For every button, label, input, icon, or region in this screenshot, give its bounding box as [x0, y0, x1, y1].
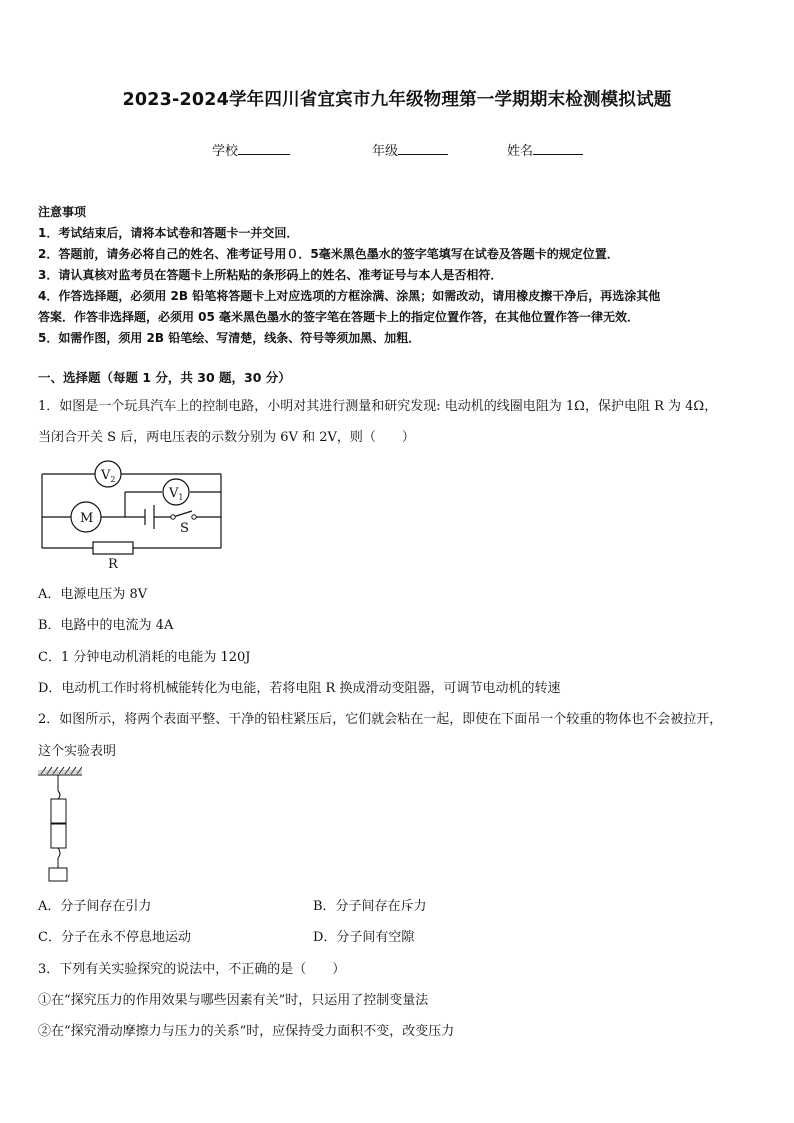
q3-item-1: ①在“探究压力的作用效果与哪些因素有关”时，只运用了控制变量法 [38, 993, 429, 1008]
notes-item-3: 3．请认真核对监考员在答题卡上所粘贴的条形码上的姓名、准考证号与本人是否相符． [38, 268, 503, 282]
q2-option-b: B．分子间存在斥力 [313, 899, 427, 914]
q2-option-a: A．分子间存在引力 [38, 899, 152, 914]
q1-option-d: D．电动机工作时将机械能转化为电能，若将电阻 R 换成滑动变阻器，可调节电动机的转速 [38, 681, 561, 696]
page-title: 2023-2024学年四川省宜宾市九年级物理第一学期期末检测模拟试题 [122, 90, 672, 110]
name-blank [533, 142, 583, 155]
switch-contact-right [192, 515, 196, 519]
q1-stem-line1: 1．如图是一个玩具汽车上的控制电路，小明对其进行测量和研究发现: 电动机的线圈电阻为 1Ω，保护电阻 R 为 4Ω， [38, 399, 718, 414]
school-label: 学校 [212, 144, 239, 159]
q1-option-a: A．电源电压为 8V [38, 587, 148, 602]
resistor-symbol [93, 542, 133, 554]
v2-label: $V_2$ [101, 468, 116, 484]
school-blank [238, 142, 290, 155]
school-field [212, 140, 290, 159]
q2-option-c: C．分子在永不停息地运动 [38, 930, 191, 945]
upper-lead-cylinder [51, 799, 66, 823]
hanging-weight [49, 868, 67, 881]
q2-stem-line1: 2．如图所示，将两个表面平整、干净的铅柱紧压后，它们就会粘在一起，即使在下面吊一个较重的物体也不会被拉开， [38, 712, 723, 727]
grade-blank [398, 142, 448, 155]
grade-field [372, 140, 448, 159]
name-label: 姓名 [507, 144, 534, 159]
notes-item-2: 2．答题前，请务必将自己的姓名、准考证号用０．5毫米黑色墨水的签字笔填写在试卷及答题卡的规定位置． [38, 247, 619, 261]
name-field [507, 140, 583, 159]
notes-item-4-cont: 答案．作答非选择题，必须用 05 毫米黑色墨水的签字笔在答题卡上的指定位置作答，在其他位置作答一律无效． [38, 310, 640, 324]
switch-contact-left [171, 515, 175, 519]
notes-item-5: 5．如需作图，须用 2B 铅笔绘、写清楚，线条、符号等须加黑、加粗． [38, 331, 421, 345]
notes-item-1: 1．考试结束后，请将本试卷和答题卡一并交回． [38, 226, 299, 240]
v1-label: $V_1$ [169, 486, 184, 502]
q2-option-d: D．分子间有空隙 [313, 930, 415, 945]
q2-lead-cylinders-figure [38, 766, 82, 884]
grade-label: 年级 [372, 144, 399, 159]
notes-item-4: 4．作答选择题，必须用 2B 铅笔将答题卡上对应选项的方框涂满、涂黑；如需改动，请用橡皮擦干净后，再选涂其他 [38, 289, 661, 303]
q1-stem-line2: 当闭合开关 S 后，两电压表的示数分别为 6V 和 2V，则（ ） [38, 430, 415, 445]
switch-label: S [180, 521, 189, 536]
q3-item-2: ②在“探究滑动摩擦力与压力的关系”时，应保持受力面积不变，改变压力 [38, 1024, 455, 1039]
q1-circuit-diagram [38, 456, 228, 571]
section-heading: 一、选择题（每题 1 分，共 30 题，30 分） [38, 370, 291, 385]
motor-label: M [80, 511, 94, 526]
notes-heading: 注意事项 [38, 205, 87, 219]
resistor-label: R [108, 557, 118, 571]
q1-option-c: C．1 分钟电动机消耗的电能为 120J [38, 650, 251, 665]
lower-lead-cylinder [51, 824, 66, 848]
ceiling-support [38, 770, 82, 775]
q3-stem: 3．下列有关实验探究的说法中，不正确的是（ ） [38, 962, 346, 977]
q1-option-b: B．电路中的电流为 4A [38, 618, 174, 633]
q2-stem-line2: 这个实验表明 [38, 744, 117, 759]
